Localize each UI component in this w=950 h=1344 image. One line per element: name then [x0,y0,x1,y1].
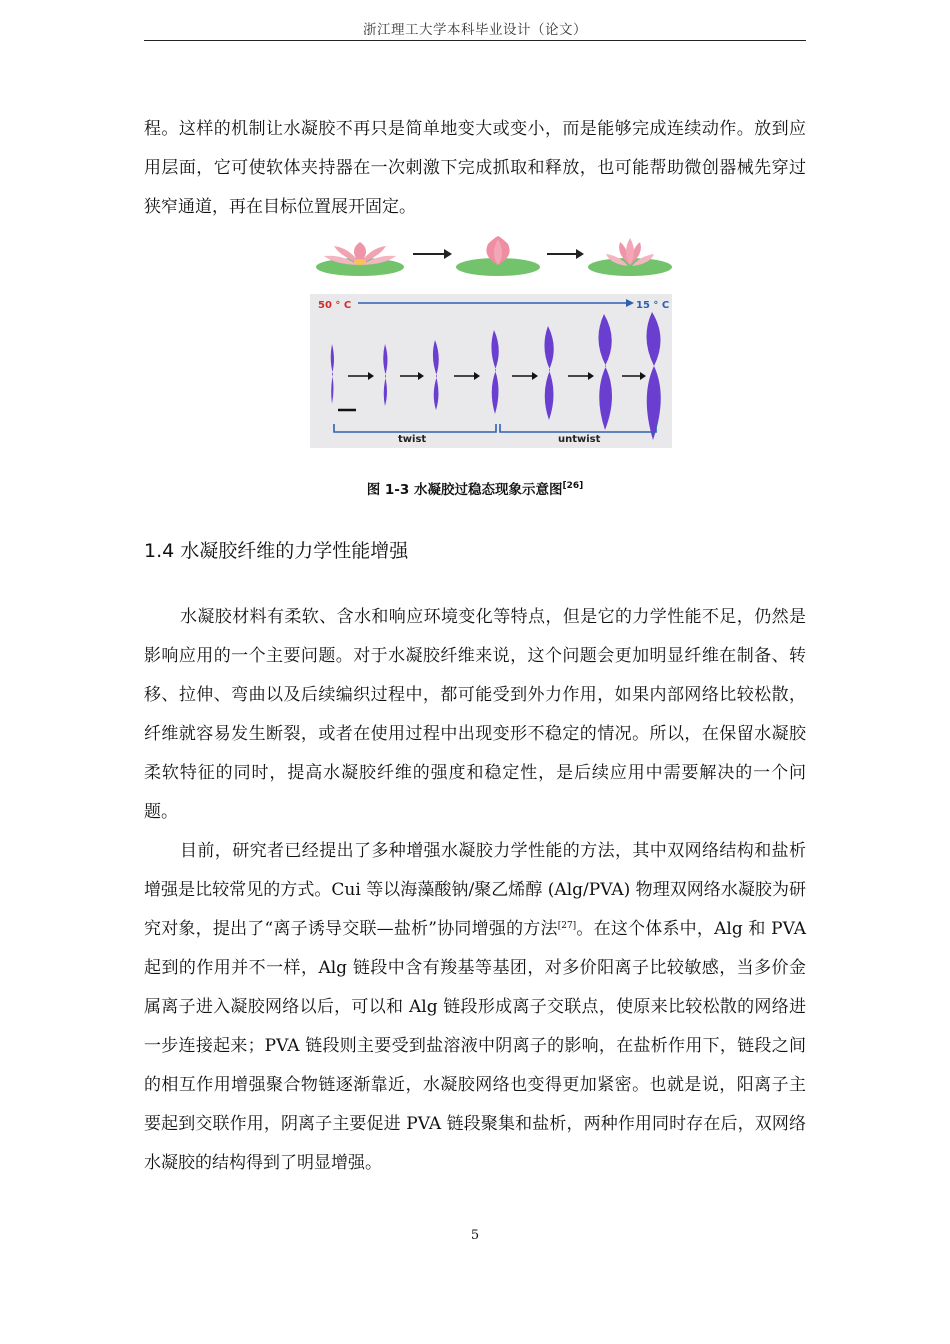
lily-reopen-icon [588,238,672,276]
page-number: 5 [470,1228,480,1243]
body-text [144,598,806,1183]
top-paragraph: 程。这样的机制让水凝胶不再只是简单地变大或变小，而是能够完成连续动作。放到应用层面，它可使软体夹持器在一次刺激下完成抓取和释放，也可能帮助微创器械先穿过狭窄通道，再在目标位置展开固定。 [144,119,806,217]
caption-text: 图 1-3 水凝胶过稳态现象示意图 [366,482,563,498]
fiber-panel [310,294,672,448]
figure-1-3 [310,236,672,448]
section-title: 1.4 水凝胶纤维的力学性能增强 [144,540,409,562]
lily-open-icon [316,242,404,276]
header-title: 浙江理工大学本科毕业设计（论文） [363,22,587,38]
paragraph-1: 水凝胶材料有柔软、含水和响应环境变化等特点，但是它的力学性能不足，仍然是影响应用的一个主要问题。对于水凝胶纤维来说，这个问题会更加明显纤维在制备、转移、拉伸、弯曲以及后续编织过程中，都可能受到外力作用，如果内部网络比较松散，纤维就容易发生断裂，或者在使用过程中出现变形不稳定的情况。所以，在保留水凝胶柔软特征的同时，提高水凝胶纤维的强度和稳定性，是后续应用中需要解决的一个问题。 [144,607,806,822]
caption-ref: [26] [562,481,584,491]
paragraph-2-part-1: 目前，研究者已经提出了多种增强水凝胶力学性能的方法，其中双网络结构和盐析增强是比较常见的方式。Cui 等以海藻酸钠/聚乙烯醇 (Alg/PVA) 物理双网络水凝胶为研究对象，提出了“离子诱导交联—盐析”协同增强的方法 [144,841,806,939]
twist-label: twist [398,434,427,445]
figure-caption [144,478,806,498]
paragraph-2 [144,832,806,1183]
paragraph-2-part-2: 。在这个体系中，Alg 和 PVA 起到的作用并不一样，Alg 链段中含有羧基等基团，对多价阳离子比较敏感，当多价金属离子进入凝胶网络以后，可以和 Alg 链段形成离子交联点，使原来比较松散的网络进一步连接起来；PVA 链段则主要受到盐溶液中阴离子的影响，在盐析作用下，链段之间的相互作用增强聚合物链逐渐靠近，水凝胶网络也变得更加紧密。也就是说，阳离子主要起到交联作用，阴离子主要促进 PVA 链段聚集和盐析，两种作用同时存在后，双网络水凝胶的结构得到了明显增强。 [144,919,806,1173]
lily-bud-icon [456,236,540,276]
temp-end-label: 15 ° C [636,300,670,311]
temp-start-label: 50 ° C [318,300,352,311]
top-paragraph-block [144,110,806,227]
arrow-icon [547,249,584,259]
page-header [144,18,806,41]
untwist-label: untwist [558,434,601,445]
paragraph-2-ref: [27] [557,921,577,931]
arrow-icon [413,249,452,259]
figure-illustration [310,236,672,448]
